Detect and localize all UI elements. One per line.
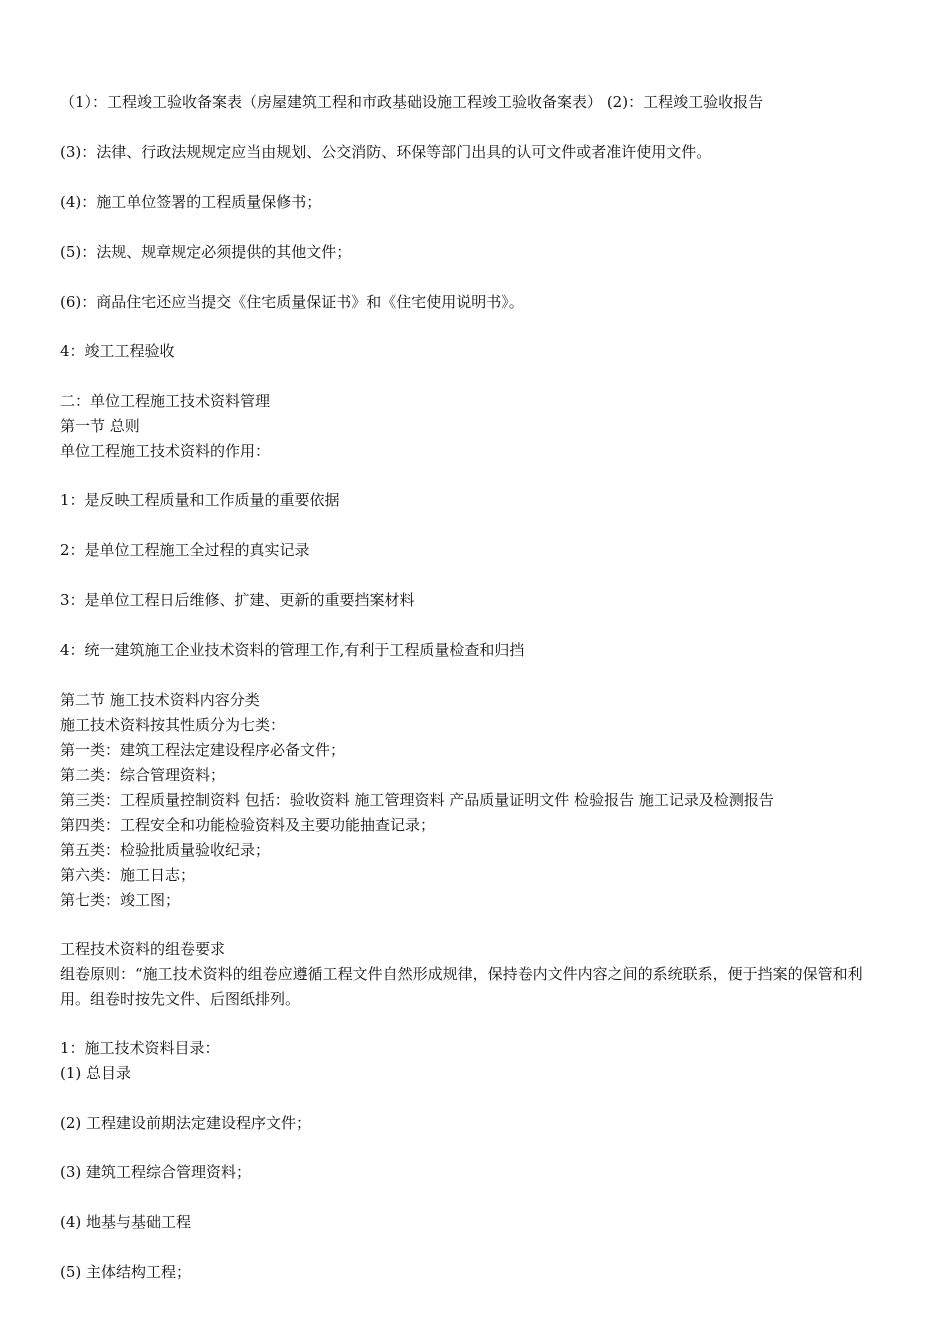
text-line: 2：是单位工程施工全过程的真实记录 [60,541,310,559]
list-item: (3) 建筑工程综合管理资料； [60,1163,252,1181]
subsection-heading: 工程技术资料的组卷要求 [60,940,226,958]
list-item: (4) 地基与基础工程 [60,1213,192,1231]
paragraph: 组卷原则：“施工技术资料的组卷应遵循工程文件自然形成规律，保持卷内文件内容之间的系统联系，便于挡案的保管和利用。组卷时按先文件、后图纸排列。 [60,965,863,1008]
text-line: 1：施工技术资料目录： [60,1039,220,1057]
section-heading: 二：单位工程施工技术资料管理 [60,392,271,410]
list-item: 第四类：工程安全和功能检验资料及主要功能抽查记录； [60,816,436,834]
list-item: 第一类：建筑工程法定建设程序必备文件； [60,741,346,759]
text-line: 施工技术资料按其性质分为七类： [60,716,286,734]
text-line: 4：竣工工程验收 [60,342,175,360]
subsection-heading: 第一节 总则 [60,417,140,435]
text-line: 1：是反映工程质量和工作质量的重要依据 [60,491,340,509]
text-line: (3)：法律、行政法规规定应当由规划、公交消防、环保等部门出具的认可文件或者准许使用文件。 [60,143,712,161]
list-item: (1) 总目录 [60,1064,132,1082]
text-line: 3：是单位工程日后维修、扩建、更新的重要挡案材料 [60,591,415,609]
list-item: 第六类：施工日志； [60,866,196,884]
text-line: (6)：商品住宅还应当提交《住宅质量保证书》和《住宅使用说明书》。 [60,293,524,311]
list-item: (2) 工程建设前期法定建设程序文件； [60,1114,312,1132]
list-item: 第五类：检验批质量验收纪录； [60,841,271,859]
list-item: 第三类：工程质量控制资料 包括：验收资料 施工管理资料 产品质量证明文件 检验报告 施工记录及检测报告 [60,791,774,809]
subsection-heading: 第二节 施工技术资料内容分类 [60,691,260,709]
list-item: 第七类：竣工图； [60,891,181,909]
text-line: 单位工程施工技术资料的作用： [60,442,271,460]
text-line: （1）：工程竣工验收备案表（房屋建筑工程和市政基础设施工程竣工验收备案表） (2)：工程竣工验收报告 [60,93,764,111]
text-line: (5)：法规、规章规定必须提供的其他文件； [60,243,352,261]
text-line: 4：统一建筑施工企业技术资料的管理工作,有利于工程质量检查和归挡 [60,641,525,659]
list-item: (5) 主体结构工程； [60,1263,192,1281]
text-line: (4)：施工单位签署的工程质量保修书； [60,193,322,211]
list-item: 第二类：综合管理资料； [60,766,226,784]
